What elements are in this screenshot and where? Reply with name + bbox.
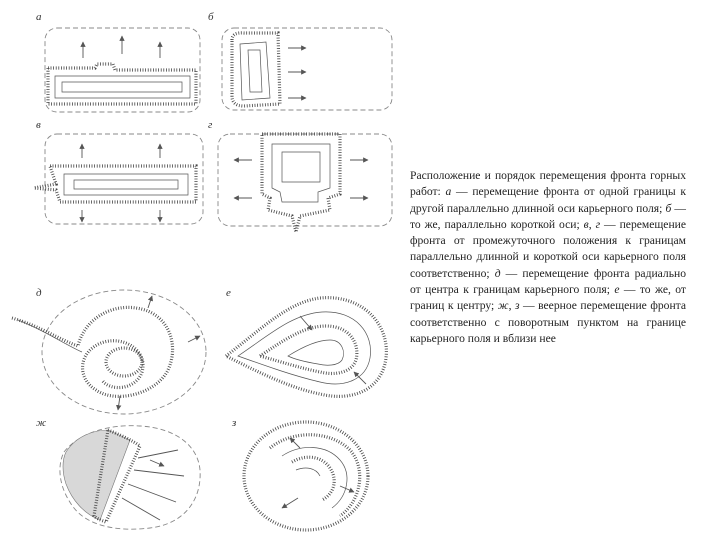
advance-arrow: [188, 336, 200, 342]
pit-bench: [238, 312, 371, 384]
panel-g: [36, 417, 200, 529]
caption-text: ,: [508, 299, 515, 313]
fan-line: [128, 484, 176, 502]
caption-text: Расположение и порядок перемещения фронта горных работ:: [410, 169, 686, 199]
pit-bench: [240, 42, 270, 100]
caption-panel-letter: д: [494, 266, 501, 280]
figure-caption: [410, 168, 686, 347]
caption-panel-letter: г: [595, 217, 601, 231]
pit-bench: [64, 174, 188, 195]
mined-out-area: [63, 430, 130, 520]
advance-arrow: [300, 316, 312, 330]
caption-panel-letter: з: [514, 299, 520, 313]
caption-panel-letter: в: [583, 217, 589, 231]
caption-panel-letter: а: [445, 185, 452, 199]
pit-bench: [55, 76, 190, 98]
panel-c: [34, 119, 203, 224]
advance-arrow: [340, 486, 354, 492]
panel-d: [208, 119, 392, 232]
pit-bottom: [248, 50, 262, 92]
pit-outline: [262, 134, 340, 232]
pit-bench: [260, 326, 357, 374]
panel-h: [231, 417, 368, 530]
panel-f: [226, 287, 386, 396]
caption-text: — перемещение фронта радиально от центра к границам карьерного поля;: [410, 266, 686, 297]
advance-arrow: [290, 438, 300, 448]
advance-arrow: [150, 460, 164, 466]
pit-field-boundary: [222, 28, 392, 110]
advance-arrow: [282, 498, 298, 508]
pit-bottom: [282, 152, 320, 182]
advance-arrow: [148, 296, 152, 308]
pit-outline: [244, 422, 368, 530]
panel-e: [12, 287, 206, 414]
pit-entrance: [18, 320, 82, 352]
pit-bottom: [288, 340, 344, 365]
fan-line: [138, 450, 178, 458]
pit-outline: [226, 298, 386, 397]
caption-text: — то же, от границ к центру;: [410, 283, 686, 313]
panel-label-e: д: [36, 287, 42, 299]
caption-text: ,: [588, 217, 596, 231]
fan-line: [122, 498, 160, 520]
pit-bottom: [62, 82, 182, 92]
panel-b: [208, 11, 392, 110]
panel-a: [36, 11, 200, 112]
pit-field-boundary: [45, 134, 203, 224]
panel-label-d: г: [208, 119, 213, 131]
pit-bottom: [296, 468, 320, 476]
pit-outline: [34, 166, 196, 202]
caption-panel-letter: ж: [497, 299, 509, 313]
advance-arrow: [354, 372, 366, 384]
panel-label-g: ж: [36, 417, 47, 429]
pit-spiral: [12, 307, 173, 396]
pit-bottom: [292, 457, 334, 500]
fan-line: [134, 470, 184, 476]
panel-label-f: е: [226, 287, 231, 299]
caption-text: — то же, параллельно короткой оси;: [410, 201, 686, 231]
panel-label-c: в: [36, 119, 41, 131]
caption-text: — перемещение фронта от промежуточного положения к границам параллельно длинной и короткой оси карьерного поля соответственно;: [410, 217, 687, 280]
caption-panel-letter: б: [665, 201, 672, 215]
caption-text: — веерное перемещение фронта соответственно с поворотным пунктом на границе карьерного поля и вблизи нее: [410, 299, 687, 345]
pit-bench: [272, 144, 330, 202]
panel-label-b: б: [208, 11, 214, 23]
pit-outline: [232, 33, 280, 106]
panel-label-a: а: [36, 11, 42, 23]
pit-bottom: [106, 348, 142, 376]
pit-bench: [270, 435, 360, 516]
panel-label-h: з: [232, 417, 237, 429]
advance-arrow: [118, 396, 120, 410]
caption-panel-letter: е: [614, 283, 620, 297]
caption-text: — перемещение фронта от одной границы к другой параллельно длинной оси карьерного поля;: [410, 185, 687, 215]
pit-bottom: [74, 180, 178, 189]
pit-bench: [282, 447, 347, 508]
pit-field-boundary: [218, 134, 392, 226]
